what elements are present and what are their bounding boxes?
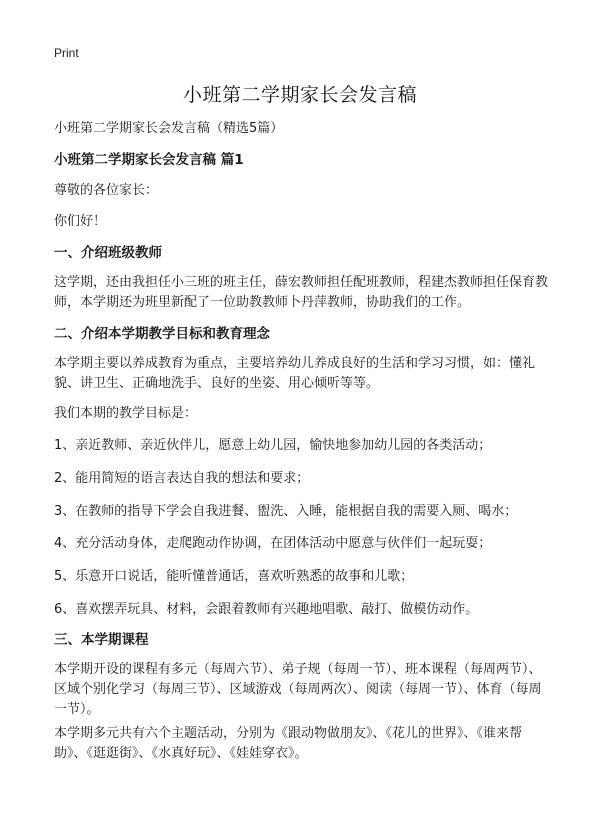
paragraph-goals: 本学期主要以养成教育为重点，主要培养幼儿养成良好的生活和学习习惯，如：懂礼貌、讲卫生、正确地洗手、良好的坐姿、用心倾听等等。: [54, 356, 536, 391]
paragraph-courses: 本学期开设的课程有多元（每周六节）、弟子规（每周一节）、班本课程（每周两节）、区域个别化学习（每周三节）、区域游戏（每周两次）、阅读（每周一节）、体育（每周一节）。: [54, 662, 542, 717]
goal-item: 1、亲近教师、亲近伙伴儿，愿意上幼儿园，愉快地参加幼儿园的各类活动；: [54, 438, 492, 453]
goal-item: 4、充分活动身体，走爬跑动作协调，在团体活动中愿意与伙伴们一起玩耍；: [54, 536, 492, 551]
goal-item: 3、在教师的指导下学会自我进餐、盥洗、入睡，能根据自我的需要入厕、喝水；: [54, 504, 518, 519]
greeting: 尊敬的各位家长：: [54, 183, 159, 198]
page-title: 小班第二学期家长会发言稿: [182, 84, 417, 106]
document-subtitle: 小班第二学期家长会发言稿（精选5篇）: [54, 121, 284, 136]
goals-intro: 我们本期的教学目标是：: [54, 406, 198, 421]
print-link[interactable]: Print: [54, 46, 79, 60]
paragraph-teachers: 这学期，还由我担任小三班的班主任，薛宏教师担任配班教师，程建杰教师担任保育教师，本学期还为班里新配了一位助教教师卜丹萍教师，协助我们的工作。: [54, 275, 549, 310]
section-title: 小班第二学期家长会发言稿 篇1: [54, 152, 244, 168]
heading-teachers: 一、介绍班级教师: [54, 245, 162, 261]
heading-goals: 二、介绍本学期教学目标和教育理念: [54, 326, 270, 342]
hello: 你们好！: [54, 214, 107, 229]
goal-item: 6、喜欢摆弄玩具、材料，会跟着教师有兴趣地唱歌、敲打、做模仿动作。: [54, 602, 479, 617]
goal-item: 2、能用简短的语言表达自我的想法和要求；: [54, 471, 310, 486]
goal-item: 5、乐意开口说话，能听懂普通话，喜欢听熟悉的故事和儿歌；: [54, 569, 414, 584]
heading-courses: 三、本学期课程: [54, 632, 149, 648]
paragraph-themes: 本学期多元共有六个主题活动，分别为《跟动物做朋友》、《花儿的世界》、《谁来帮助》、《逛逛街》、《水真好玩》、《娃娃穿衣》。: [54, 726, 523, 761]
